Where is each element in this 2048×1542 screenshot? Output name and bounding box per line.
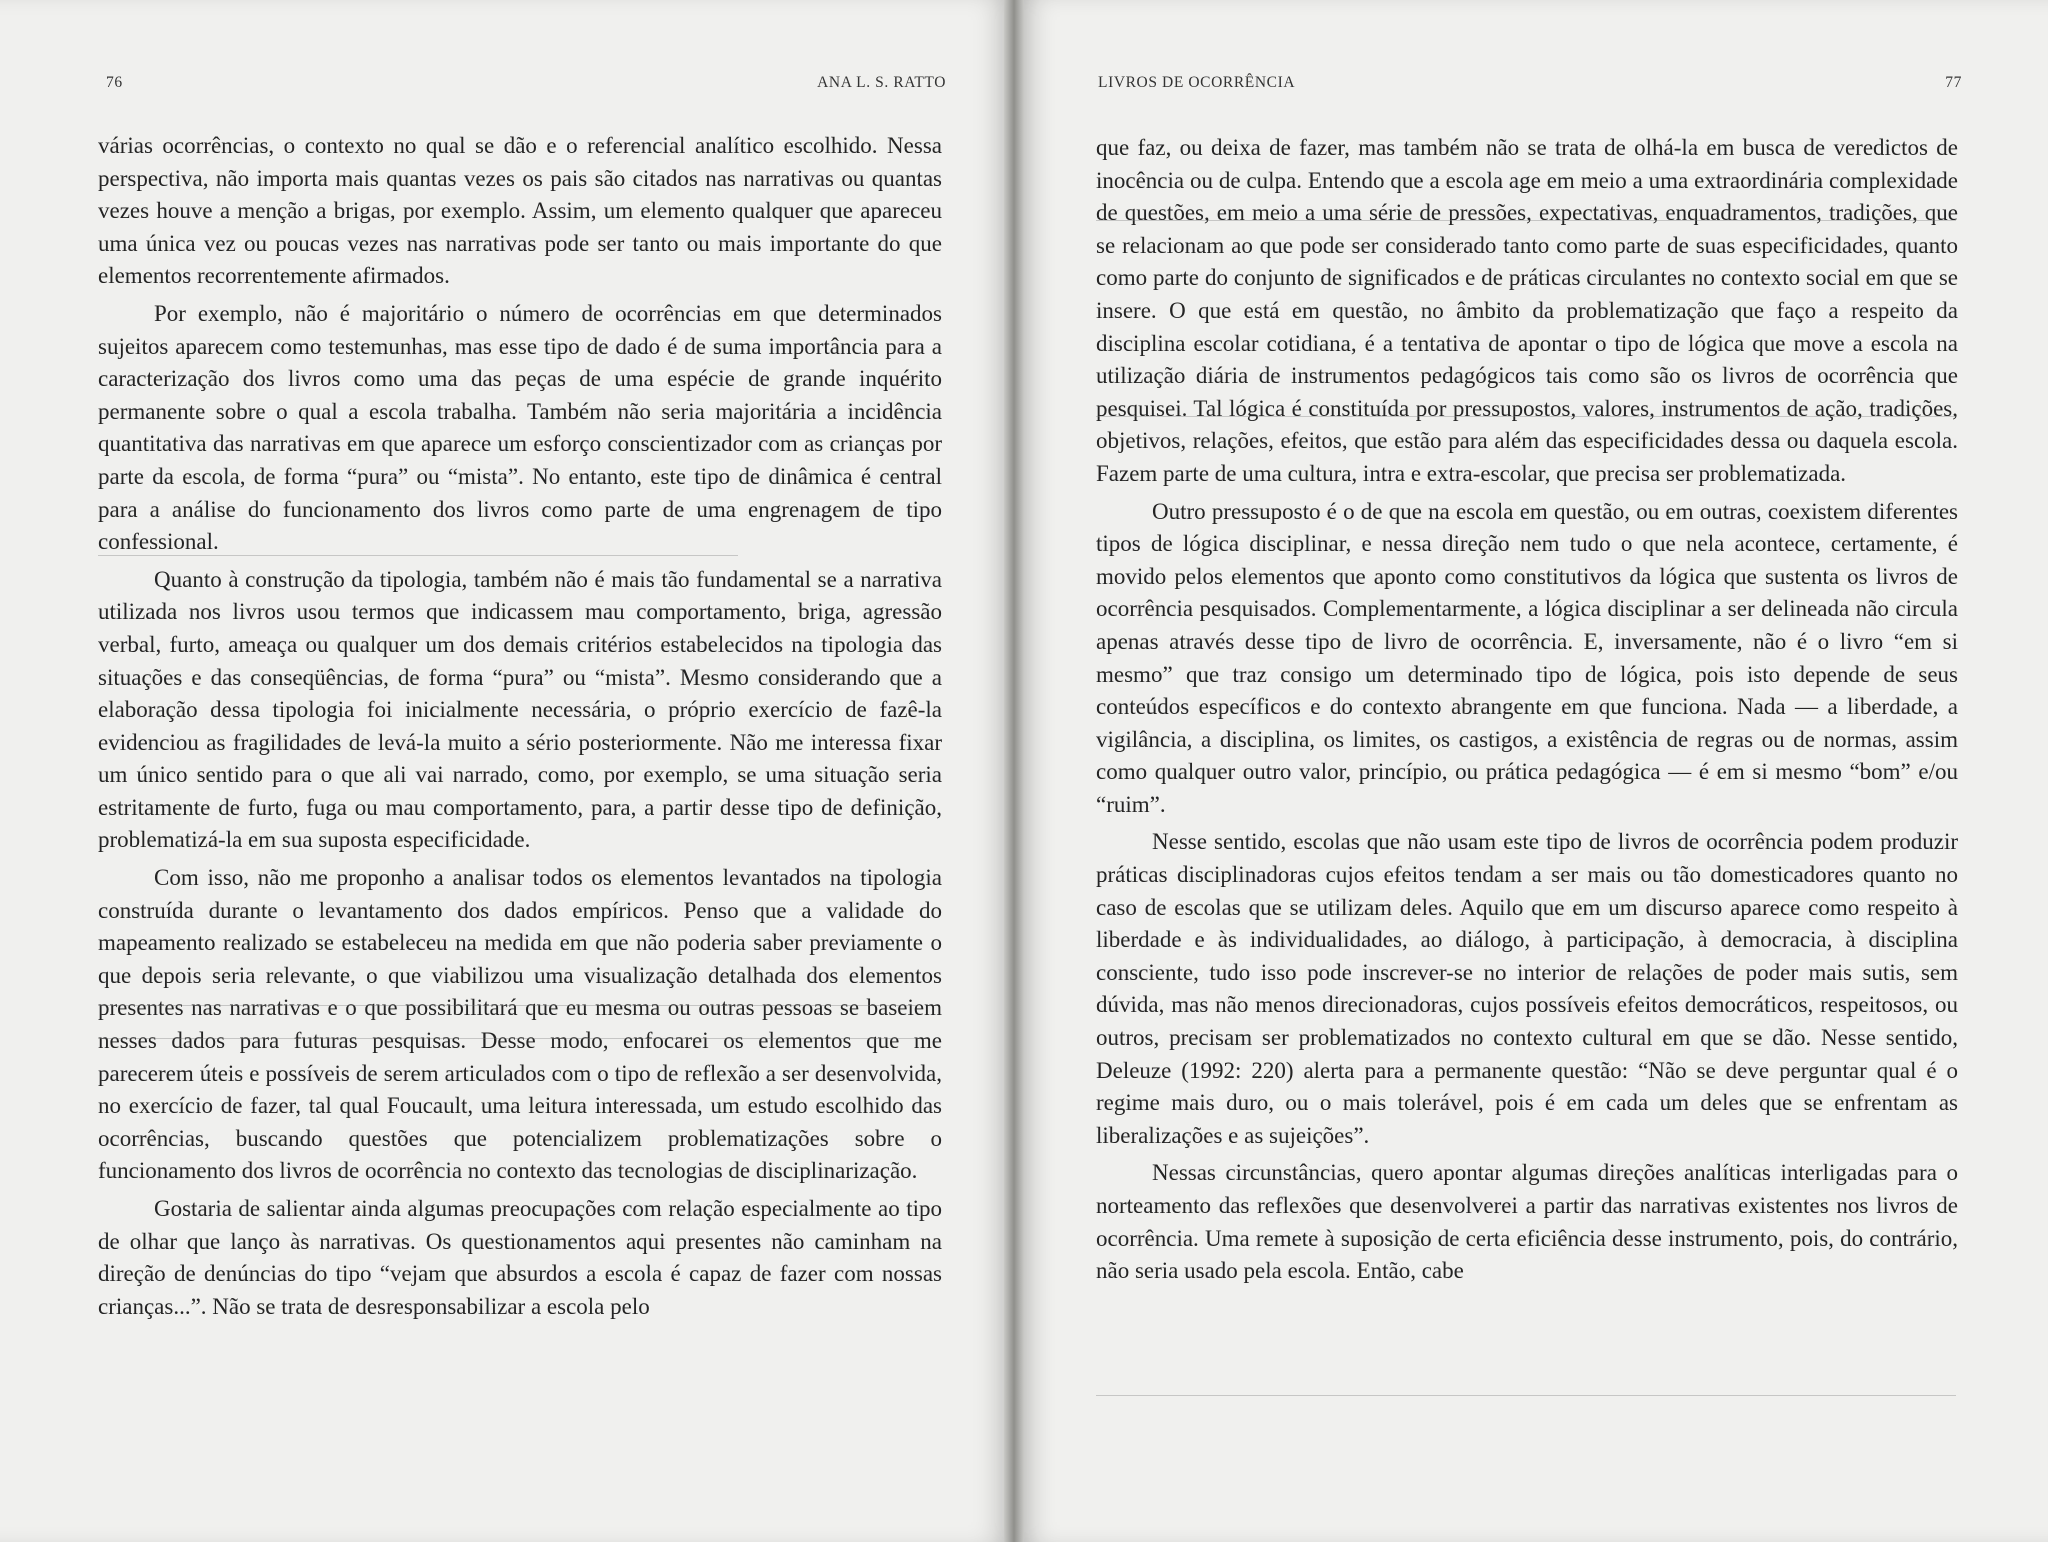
paragraph: Com isso, não me proponho a analisar todos os elementos levantados na tipologia construída durante o levantamento dos dados empíricos. Penso que a validade do mapeamento realizado se estabeleceu na medida em que não poderia saber previamente o que depois seria relevante, o que viabilizou uma visualização detalhada dos elementos presentes nas narrativas e o que possibilitará que eu mesma ou outras pessoas se baseiem nesses dados para futuras pesquisas. Desse modo, enfocarei os elementos que me parecerem úteis e possíveis de serem articulados com o tipo de reflexão a ser desenvolvida, no exercício de fazer, tal qual Foucault, uma leitura interessada, um estudo escolhido das ocorrências, buscando questões que potencializem problematizações sobre o funcionamento dos livros de ocorrência no contexto das tecnologias de disciplinarização.	[98, 865, 942, 1184]
paragraph: Nesse sentido, escolas que não usam este tipo de livros de ocorrência podem produzir práticas disciplinadoras cujos efeitos tendam a ser mais ou tão domesticadores quanto no caso de escolas que se utilizam deles. Aquilo que em um discurso aparece como respeito à liberdade e às individualidades, ao diálogo, à participação, à democracia, à disciplina consciente, tudo isso pode inscrever-se no interior de relações de poder mais sutis, sem dúvida, mas não menos direcionadoras, cujos possíveis efeitos democráticos, respeitosos, ou outros, precisam ser problematizados no contexto cultural em que se dão. Nesse sentido, Deleuze (1992: 220) alerta para a permanente questão: “Não se deve perguntar qual é o regime mais duro, ou o mais tolerável, pois é em cada um deles que se enfrentam as liberalizações e as sujeições”.	[1096, 829, 1958, 1148]
pencil-underline	[98, 1038, 918, 1039]
book-gutter	[1004, 0, 1024, 1542]
pencil-underline	[98, 555, 738, 556]
paragraph: que faz, ou deixa de fazer, mas também não se trata de olhá-la em busca de veredictos de inocência ou de culpa. Entendo que a escola age em meio a uma extraordinária complexidade de questões, em meio a uma série de pressões, expectativas, enquadramentos, tradições, que se relacionam ao que pode ser considerado tanto como parte de suas especificidades, quanto como parte do conjunto de significados e de práticas circulantes no contexto social em que se insere. O que está em questão, no âmbito da problematização que faço a respeito da disciplina escolar cotidiana, é a tentativa de apontar o tipo de lógica que move a escola na utilização diária de instrumentos pedagógicos tais como são os livros de ocorrência que pesquisei. Tal lógica é constituída por pressupostos, valores, instrumentos de ação, tradições, objetivos, relações, efeitos, que estão para além das especificidades dessa ou daquela escola. Fazem parte de uma cultura, intra e extra-escolar, que precisa ser problematizada.	[1096, 135, 1958, 486]
running-head: LIVROS DE OCORRÊNCIA	[1098, 74, 1296, 91]
paragraph: Por exemplo, não é majoritário o número de ocorrências em que determinados sujeitos aparecem como testemunhas, mas esse tipo de dado é de suma importância para a caracterização dos livros como uma das peças de uma espécie de grande inquérito permanente sobre o qual a escola trabalha. Também não seria majoritária a incidência quantitativa das narrativas em que aparece um esforço conscientizador com as crianças por parte da escola, de forma “pura” ou “mista”. No entanto, este tipo de dinâmica é central para a análise do funcionamento dos livros como parte de uma engrenagem de tipo confessional.	[98, 300, 942, 555]
pencil-underline	[1096, 416, 1956, 417]
paragraph: Nessas circunstâncias, quero apontar algumas direções analíticas interligadas para o norteamento das reflexões que desenvolverei a partir das narrativas existentes nos livros de ocorrência. Uma remete à suposição de certa eficiência desse instrumento, pois, do contrário, não seria usado pela escola. Então, cabe	[1096, 1160, 1958, 1284]
paragraph: Outro pressuposto é o de que na escola em questão, ou em outras, coexistem diferentes tipos de lógica disciplinar, e nessa direção nem tudo o que nela acontece, certamente, é movido pelos elementos que aponto como constitutivos da lógica que sustenta os livros de ocorrência pesquisados. Complementarmente, a lógica disciplinar a ser delineada não circula apenas através desse tipo de livro de ocorrência. E, inversamente, não é o livro “em si mesmo” que traz consigo um determinado tipo de lógica, pois isto depende de seus conteúdos específicos e do contexto abrangente em que funciona. Nada — a liberdade, a vigilância, a disciplina, os limites, os castigos, a existência de regras ou de normas, assim como qualquer outro valor, princípio, ou prática pedagógica — é em si mesmo “bom” e/ou “ruim”.	[1096, 498, 1958, 817]
paragraph: Gostaria de salientar ainda algumas preocupações com relação especialmente ao tipo de olhar que lanço às narrativas. Os questionamentos aqui presentes não caminham na direção de denúncias do tipo “vejam que absurdos a escola é capaz de fazer com nossas crianças...”. Não se trata de desresponsabilizar a escola pelo	[98, 1196, 942, 1319]
left-page	[0, 0, 1014, 1542]
pencil-underline	[1096, 1395, 1956, 1396]
pencil-underline	[1096, 220, 1956, 221]
running-head: ANA L. S. RATTO	[817, 74, 946, 91]
right-page	[1014, 0, 2048, 1542]
page-body	[1096, 132, 1958, 1293]
page-number: 76	[106, 74, 123, 91]
pencil-underline	[98, 1005, 918, 1006]
paragraph: várias ocorrências, o contexto no qual se dão e o referencial analítico escolhido. Nessa perspectiva, não importa mais quantas vezes os pais são citados nas narrativas ou quantas vezes houve a menção a brigas, por exemplo. Assim, um elemento qualquer que apareceu uma única vez ou poucas vezes nas narrativas pode ser tanto ou mais importante do que elementos recorrentemente afirmados.	[98, 133, 942, 289]
paragraph: Quanto à construção da tipologia, também não é mais tão fundamental se a narrativa utilizada nos livros usou termos que indicassem mau comportamento, briga, agressão verbal, furto, ameaça ou qualquer um dos demais critérios estabelecidos na tipologia das situações e das conseqüências, de forma “pura” ou “mista”. Mesmo considerando que a elaboração dessa tipologia foi inicialmente necessária, o próprio exercício de fazê-la evidenciou as fragilidades de levá-la muito a sério posteriormente. Não me interessa fixar um único sentido para o que ali vai narrado, como, por exemplo, se uma situação seria estritamente de furto, fuga ou mau comportamento, para, a partir desse tipo de definição, problematizá-la em sua suposta especificidade.	[98, 566, 942, 853]
page-body	[98, 130, 942, 1328]
page-number: 77	[1945, 74, 1962, 91]
